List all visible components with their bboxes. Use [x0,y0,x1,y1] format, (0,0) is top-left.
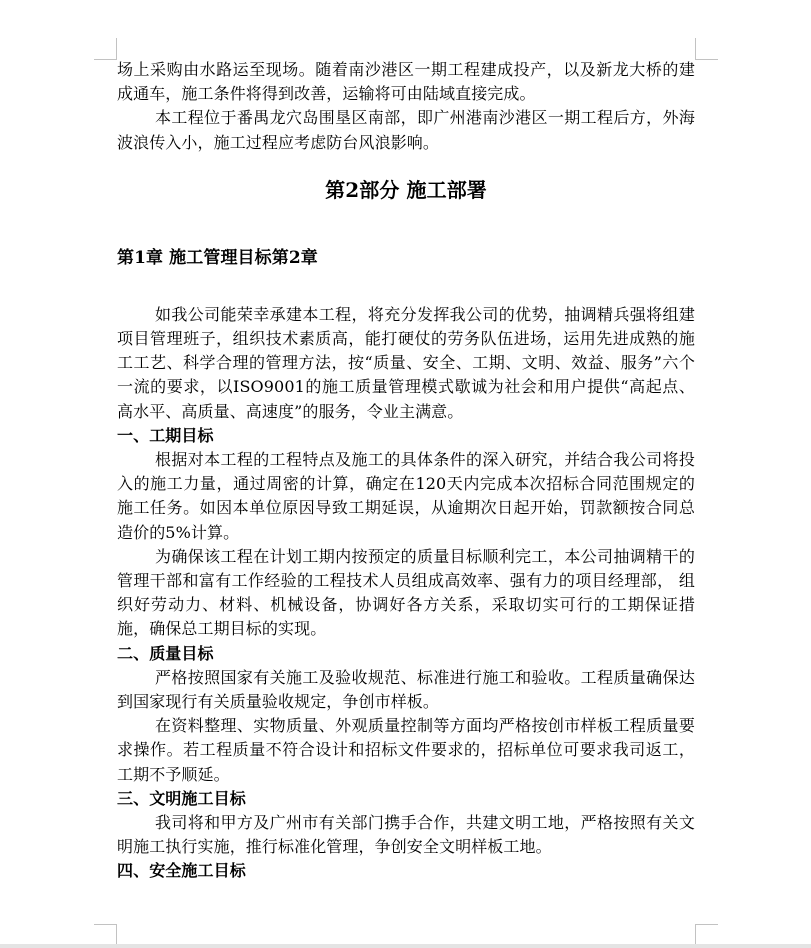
heading-quality-goal: 二、质量目标 [117,643,214,663]
heading-civil-construction-goal: 三、文明施工目标 [117,788,246,808]
crop-mark-top-left-h [94,59,116,60]
crop-mark-top-right-h [696,59,718,60]
page-bottom-edge [0,944,811,948]
crop-mark-bottom-left-h [94,924,116,925]
heading-safety-goal: 四、安全施工目标 [117,861,246,881]
crop-mark-top-right-v [695,38,696,60]
paragraph-transport: 场上采购由水路运至现场。随着南沙港区一期工程建成投产，以及新龙大桥的建成通车，施工条件将得到改善，运输将可由陆域直接完成。 [117,60,695,104]
paragraph-location: 本工程位于番禺龙穴岛围垦区南部，即广州港南沙港区一期工程后方，外海波浪传入小，施工过程应考虑防台风浪影响。 [117,108,695,152]
crop-mark-bottom-right-v [695,924,696,944]
paragraph-civil-construction: 我司将和甲方及广州市有关部门携手合作，共建文明工地，严格按照有关文明施工执行实施，推行标准化管理，争创安全文明样板工地。 [117,813,695,857]
crop-mark-top-left-v [116,38,117,60]
chapter-title: 第1章 施工管理目标第2章 [117,247,318,268]
part-title: 第2部分 施工部署 [325,177,487,202]
crop-mark-bottom-left-v [116,924,117,944]
paragraph-quality-1: 严格按照国家有关施工及验收规范、标准进行施工和验收。工程质量确保达到国家现行有关质量验收规定，争创市样板。 [117,667,695,712]
paragraph-schedule-1: 根据对本工程的工程特点及施工的具体条件的深入研究，并结合我公司将投入的施工力量，通过周密的计算，确定在120天内完成本次招标合同范围规定的施工任务。如因本单位原因导致工期延误，从逾期次日起开始，罚款额按合同总造价的5%计算。 [117,450,695,542]
crop-mark-bottom-right-h [696,924,718,925]
paragraph-quality-2: 在资料整理、实物质量、外观质量控制等方面均严格按创市样板工程质量要求操作。若工程质量不符合设计和招标文件要求的，招标单位可要求我司返工，工期不予顺延。 [117,716,695,784]
document-body [117,58,695,884]
paragraph-commitment: 如我公司能荣幸承建本工程，将充分发挥我公司的优势，抽调精兵强将组建项目管理班子，组织技术素质高，能打硬仗的劳务队伍进场，运用先进成熟的施工工艺、科学合理的管理方法，按“质量、安全、工期、文明、效益、服务”六个一流的要求，以ISO9001的施工质量管理模式歇诚为社会和用户提供“高起点、高水平、高质量、高速度”的服务，令业主满意。 [117,304,695,421]
paragraph-schedule-2: 为确保该工程在计划工期内按预定的质量目标顺利完工，本公司抽调精干的管理干部和富有工作经验的工程技术人员组成高效率、强有力的项目经理部， 组织好劳动力、材料、机械设备，协调好各方关系，采取切实可行的工期保证措施，确保总工期目标的实现。 [117,546,695,639]
heading-schedule-goal: 一、工期目标 [117,425,214,445]
spacer [117,273,695,303]
